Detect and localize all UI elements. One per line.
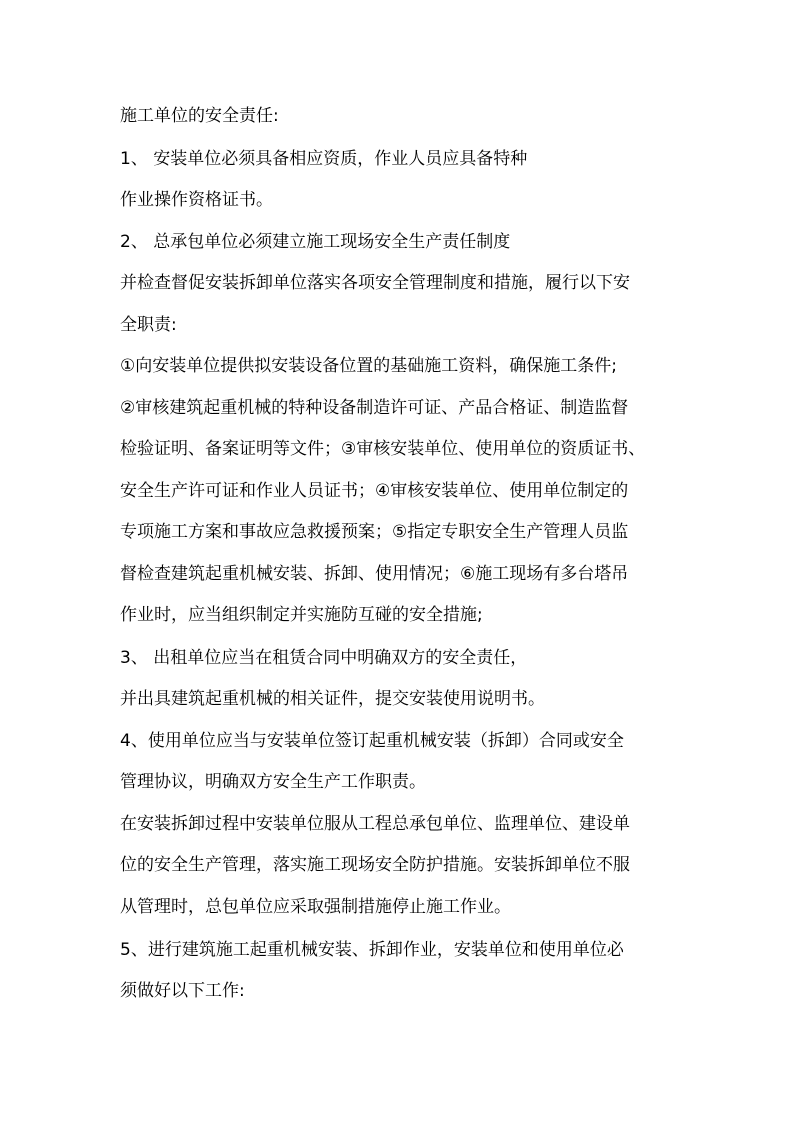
paragraph-line: 作业时，应当组织制定并实施防互碰的安全措施; (120, 605, 483, 625)
paragraph-line: 并出具建筑起重机械的相关证件，提交安装使用说明书。 (120, 689, 545, 709)
paragraph-line: 全职责: (120, 315, 177, 335)
paragraph-line: ②审核建筑起重机械的特种设备制造许可证、产品合格证、制造监督 (120, 398, 629, 418)
paragraph-line: ①向安装单位提供拟安装设备位置的基础施工资料，确保施工条件; (120, 356, 617, 376)
paragraph-line: 管理协议，明确双方安全生产工作职责。 (120, 772, 426, 792)
paragraph-line: 1、 安装单位必须具备相应资质，作业人员应具备特种 (120, 149, 528, 169)
paragraph-line: 3、 出租单位应当在租赁合同中明确双方的安全责任， (120, 648, 528, 668)
paragraph-line: 检验证明、备案证明等文件；③审核安装单位、使用单位的资质证书、 (120, 439, 646, 459)
paragraph-line: 督检查建筑起重机械安装、拆卸、使用情况；⑥施工现场有多台塔吊 (120, 564, 629, 584)
paragraph-line: 须做好以下工作: (120, 981, 245, 1001)
paragraph-line: 从管理时，总包单位应采取强制措施停止施工作业。 (120, 897, 511, 917)
paragraph-line: 在安装拆卸过程中安装单位服从工程总承包单位、监理单位、建设单 (120, 814, 630, 834)
paragraph-line: 5、进行建筑施工起重机械安装、拆卸作业，安装单位和使用单位必 (120, 940, 624, 960)
paragraph-line: 4、使用单位应当与安装单位签订起重机械安装（拆卸）合同或安全 (120, 731, 624, 751)
paragraph-line: 位的安全生产管理，落实施工现场安全防护措施。安装拆卸单位不服 (120, 855, 630, 875)
paragraph-line: 专项施工方案和事故应急救援预案；⑤指定专职安全生产管理人员监 (120, 522, 629, 542)
paragraph-line: 2、 总承包单位必须建立施工现场安全生产责任制度 (120, 232, 511, 252)
section-heading: 施工单位的安全责任: (120, 106, 279, 126)
paragraph-line: 安全生产许可证和作业人员证书；④审核安装单位、使用单位制定的 (120, 481, 629, 501)
paragraph-line: 并检查督促安装拆卸单位落实各项安全管理制度和措施，履行以下安 (120, 273, 630, 293)
paragraph-line: 作业操作资格证书。 (120, 190, 273, 210)
